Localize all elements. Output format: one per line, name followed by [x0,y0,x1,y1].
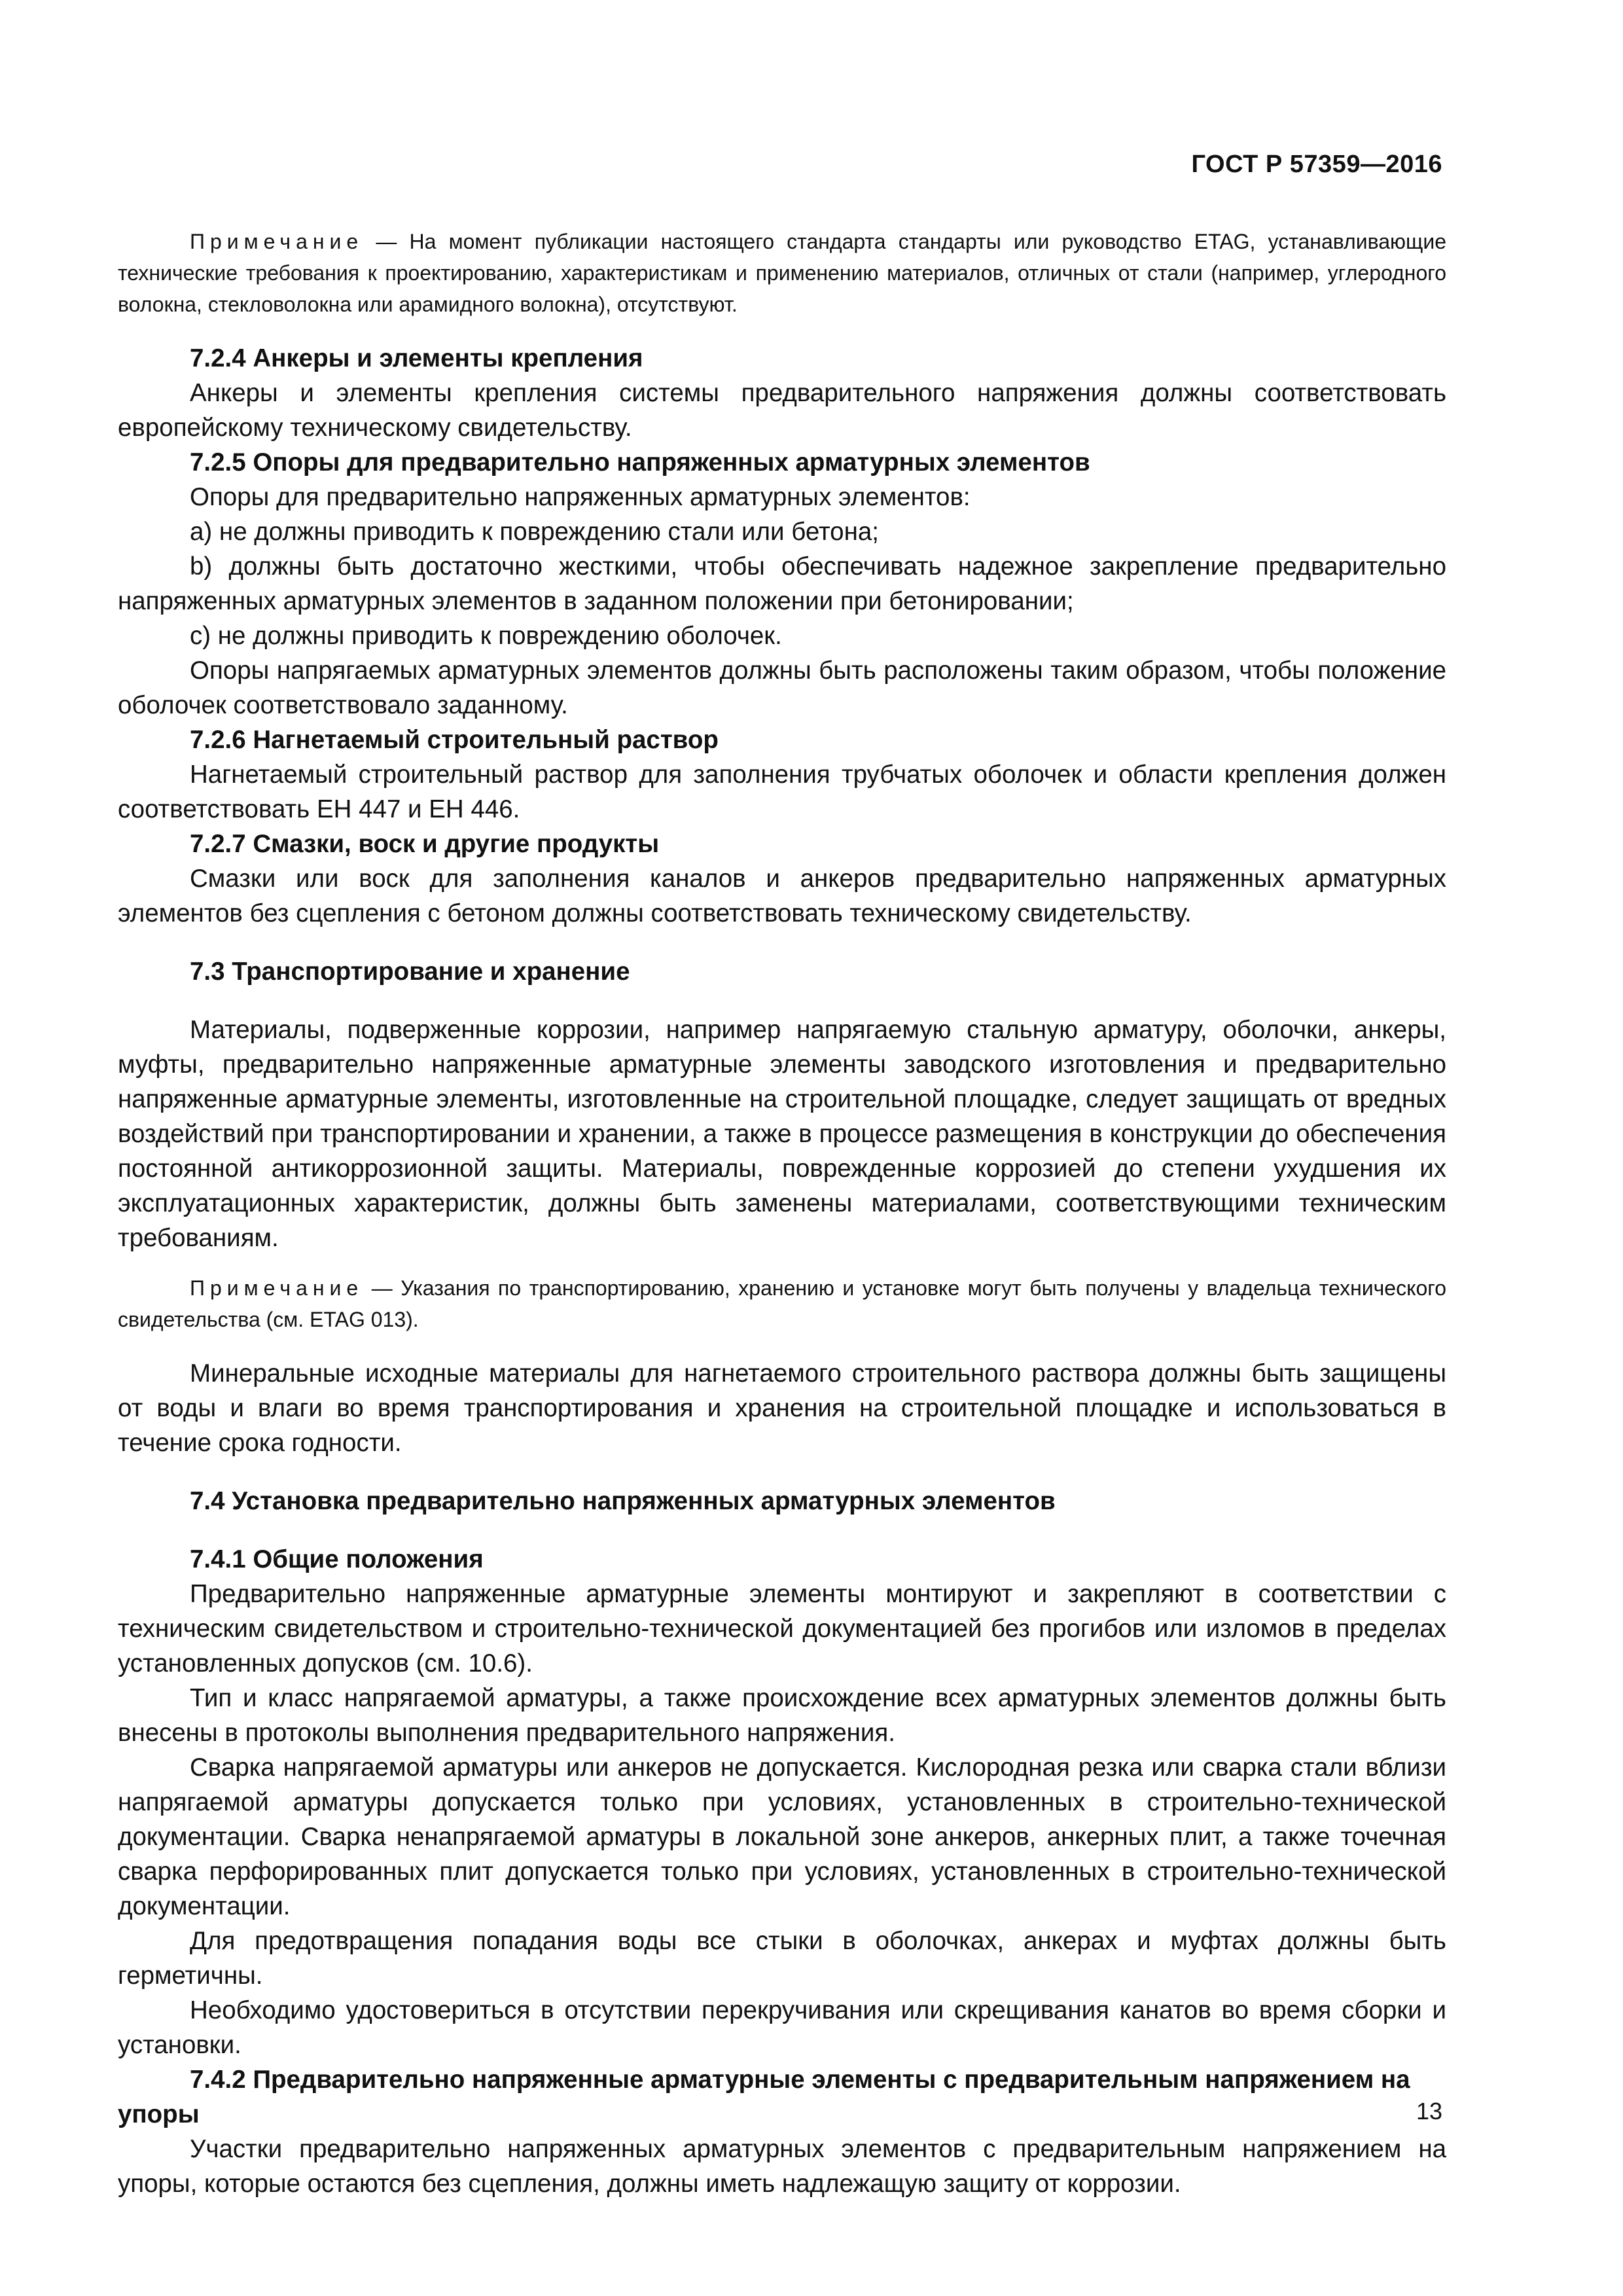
section-7-2-6-paragraph: Нагнетаемый строительный раствор для заполнения трубчатых оболочек и области крепления должен соответствовать ЕН 447 и ЕН 446. [118,761,1446,823]
section-7-2-5-heading: 7.2.5 Опоры для предварительно напряженных арматурных элементов [190,448,1090,476]
section-7-2-5-paragraph: Опоры для предварительно напряженных арматурных элементов: [190,483,971,511]
note-etag-materials [118,226,1446,320]
section-7-2-7-heading: 7.2.7 Смазки, воск и другие продукты [190,830,660,858]
section-7-3-paragraph: Материалы, подверженные коррозии, например напрягаемую стальную арматуру, оболочки, анкеры, муфты, предварительно напряженные арматурные элементы заводского изготовления и предварительно напряженные арматурные элементы, изготовленные на строительной площадке, следует защищать от вредных воздействий при транспортировании и хранении, а также в процессе размещения в конструкции до обеспечения постоянной антикоррозионной защиты. Материалы, поврежденные коррозией до степени ухудшения их эксплуатационных характеристик, должны быть заменены материалами, соответствующими техническим требованиям. [118,1016,1446,1252]
section-7-4-heading: 7.4 Установка предварительно напряженных арматурных элементов [190,1487,1056,1515]
note-text: — Указания по транспортированию, хранению и установке могут быть получены у владельца технического свидетельства (см. ETAG 013). [118,1276,1446,1331]
section-7-4-2-heading: 7.4.2 Предварительно напряженные арматурные элементы с предварительным напряжением на упоры [118,2066,1410,2128]
section-7-2-6-heading: 7.2.6 Нагнетаемый строительный раствор [190,726,719,754]
note-text: — На момент публикации настоящего стандарта стандарты или руководство ETAG, устанавливающие технические требования к проектированию, характеристикам и применению материалов, отличных от стали (например, углеродного волокна, стекловолокна или арамидного волокна), отсутствуют. [118,230,1446,316]
section-7-4-1-heading: 7.4.1 Общие положения [190,1545,484,1573]
note-transport [118,1272,1446,1335]
section-7-3-heading: 7.3 Транспортирование и хранение [190,958,630,986]
section-7-2-4-heading: 7.2.4 Анкеры и элементы крепления [190,344,643,372]
page-number: 13 [1416,2098,1442,2125]
list-item-b: b) должны быть достаточно жесткими, чтобы обеспечивать надежное закрепление предварительно напряженных арматурных элементов в заданном положении при бетонировании; [118,552,1446,615]
section-7-2-7-paragraph: Смазки или воск для заполнения каналов и анкеров предварительно напряженных арматурных элементов без сцепления с бетоном должны соответствовать техническому свидетельству. [118,865,1446,927]
section-7-4-1-paragraph-4: Для предотвращения попадания воды все стыки в оболочках, анкерах и муфтах должны быть герметичны. [118,1927,1446,1990]
section-7-4-2-paragraph: Участки предварительно напряженных арматурных элементов с предварительным напряжением на упоры, которые остаются без сцепления, должны иметь надлежащую защиту от коррозии. [118,2135,1446,2198]
section-7-2-4-paragraph: Анкеры и элементы крепления системы предварительного напряжения должны соответствовать европейскому техническому свидетельству. [118,379,1446,442]
list-item-a: a) не должны приводить к повреждению стали или бетона; [190,518,879,546]
note-label: Примечание [190,230,364,253]
section-7-4-1-paragraph-5: Необходимо удостовериться в отсутствии перекручивания или скрещивания канатов во время сборки и установки. [118,1996,1446,2059]
note-label: Примечание [190,1276,364,1300]
section-7-3-paragraph-2: Минеральные исходные материалы для нагнетаемого строительного раствора должны быть защищены от воды и влаги во время транспортирования и хранения на строительной площадке и использоваться в течение срока годности. [118,1359,1446,1457]
section-7-4-1-paragraph-1: Предварительно напряженные арматурные элементы монтируют и закрепляют в соответствии с техническим свидетельством и строительно-технической документацией без прогибов или изломов в пределах установленных допусков (см. 10.6). [118,1580,1446,1677]
list-item-c: c) не должны приводить к повреждению оболочек. [190,622,782,650]
section-7-4-1-paragraph-3: Сварка напрягаемой арматуры или анкеров не допускается. Кислородная резка или сварка стали вблизи напрягаемой арматуры допускается только при условиях, установленных в строительно-технической документации. Сварка ненапрягаемой арматуры в локальной зоне анкеров, анкерных плит, а также точечная сварка перфорированных плит допускается только при условиях, установленных в строительно-технической документации. [118,1753,1446,1920]
page-content [118,226,1446,2201]
section-7-4-1-paragraph-2: Тип и класс напрягаемой арматуры, а также происхождение всех арматурных элементов должны быть внесены в протоколы выполнения предварительного напряжения. [118,1684,1446,1747]
section-7-2-5-paragraph-2: Опоры напрягаемых арматурных элементов должны быть расположены таким образом, чтобы положение оболочек соответствовало заданному. [118,656,1446,719]
standard-code-header: ГОСТ Р 57359—2016 [1191,151,1442,178]
